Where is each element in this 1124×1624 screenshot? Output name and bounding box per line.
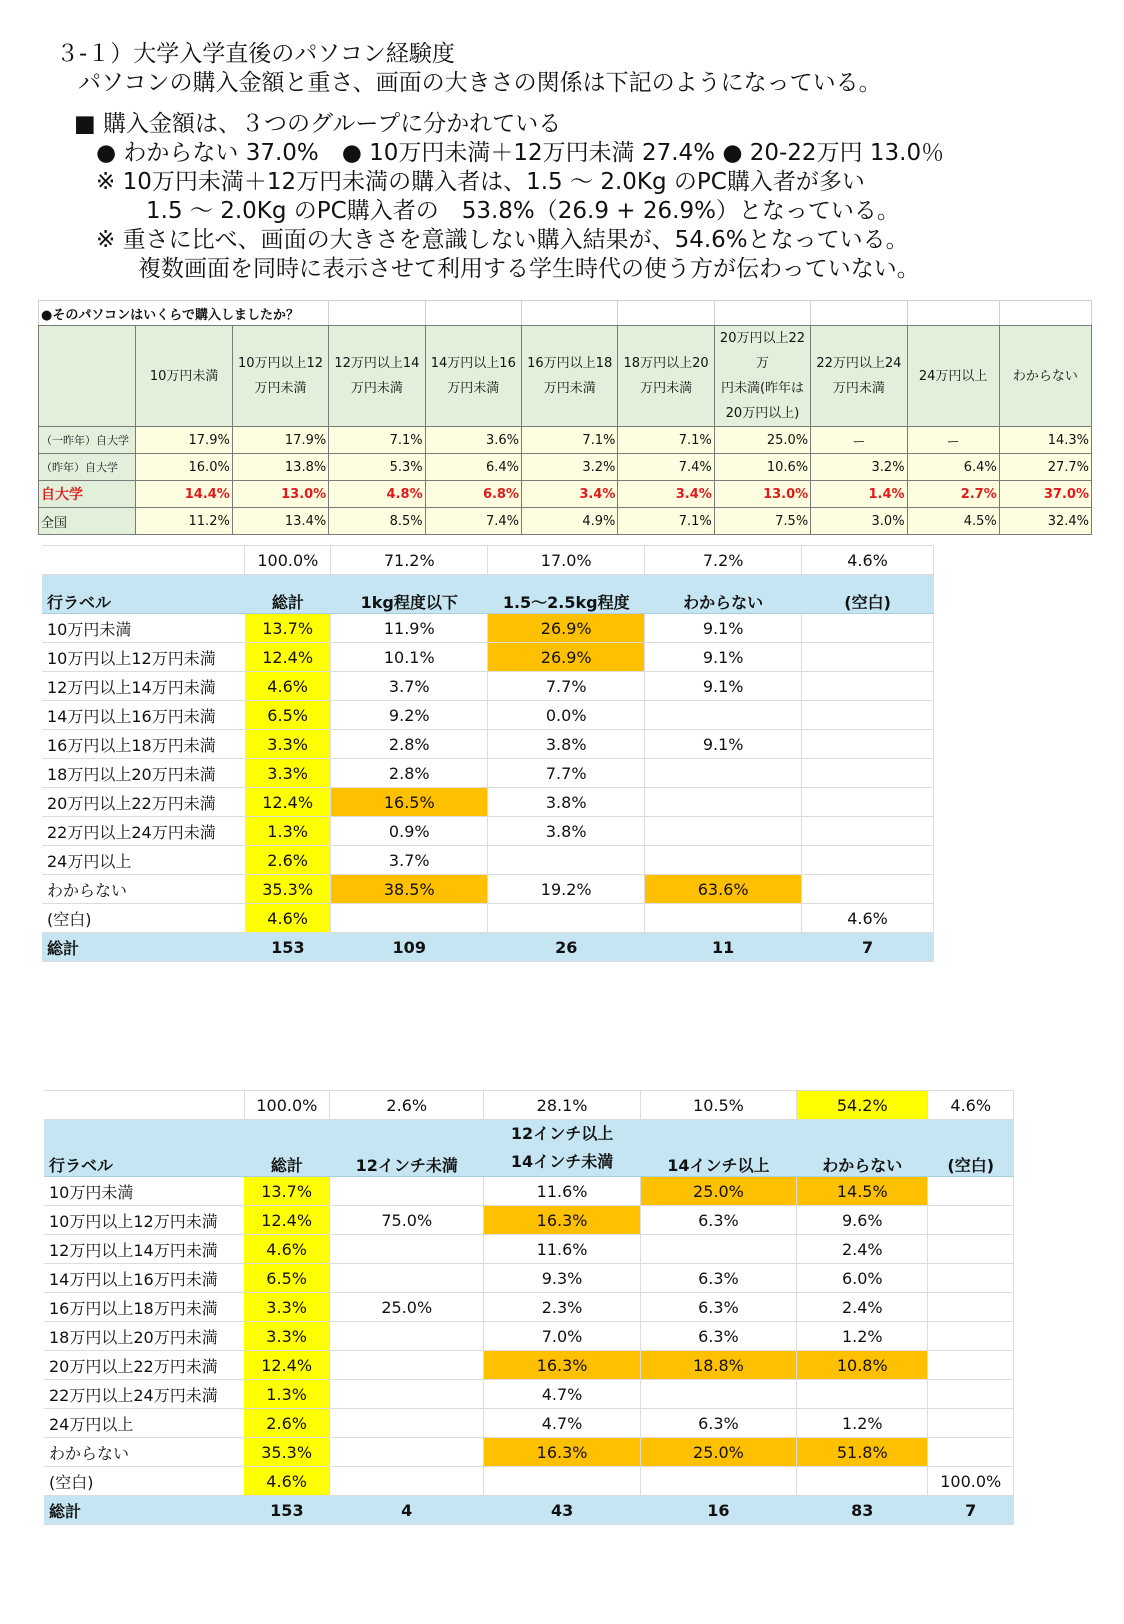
screen-cell — [797, 1467, 928, 1496]
screen-cell — [640, 1235, 796, 1264]
weight-share-cell: 7.2% — [645, 546, 802, 575]
screen-share-cell: 100.0% — [244, 1091, 329, 1120]
weight-cell — [645, 788, 802, 817]
screen-share-cell: 28.1% — [484, 1091, 640, 1120]
screen-cell: 1.3% — [244, 1380, 329, 1409]
weight-cell: 3.3% — [245, 730, 331, 759]
survey-cell: 13.8% — [232, 454, 328, 481]
weight-cell — [645, 817, 802, 846]
screen-row-label: 14万円以上16万円未満 — [44, 1264, 244, 1293]
survey-header-row — [39, 326, 1092, 427]
weight-cell: 10.1% — [331, 643, 488, 672]
survey-row-label: 自大学 — [39, 481, 136, 508]
screen-cell — [330, 1380, 484, 1409]
survey-cell: ー — [811, 427, 907, 454]
survey-question-blank — [907, 301, 999, 326]
survey-cell: 7.4% — [425, 508, 521, 535]
weight-row — [42, 904, 934, 933]
weight-cell — [488, 904, 645, 933]
weight-cell: 4.6% — [245, 904, 331, 933]
screen-cell — [330, 1409, 484, 1438]
screen-cell: 51.8% — [797, 1438, 928, 1467]
screen-cell: 6.3% — [640, 1322, 796, 1351]
screen-cell: 25.0% — [640, 1177, 796, 1206]
screen-cell — [330, 1438, 484, 1467]
survey-cell: 3.2% — [811, 454, 907, 481]
screen-cell — [330, 1467, 484, 1496]
weight-cell — [802, 614, 934, 643]
survey-column-header: 22万円以上24 万円未満 — [811, 326, 907, 427]
weight-column-header: (空白) — [802, 575, 934, 614]
weight-cell — [802, 701, 934, 730]
screen-column-header: (空白) — [928, 1120, 1014, 1177]
screen-cell — [928, 1438, 1014, 1467]
weight-row — [42, 730, 934, 759]
weight-cell: 3.3% — [245, 759, 331, 788]
screen-row-label: 24万円以上 — [44, 1409, 244, 1438]
screen-column-header: 行ラベル — [44, 1120, 244, 1177]
screen-cell: 6.0% — [797, 1264, 928, 1293]
weight-share-cell: 17.0% — [488, 546, 645, 575]
weight-cell: 4.6% — [245, 672, 331, 701]
survey-cell: 37.0% — [999, 481, 1091, 508]
weight-cell: 19.2% — [488, 875, 645, 904]
survey-cell: 17.9% — [232, 427, 328, 454]
screen-cell: 75.0% — [330, 1206, 484, 1235]
survey-cell: 1.4% — [811, 481, 907, 508]
weight-total-cell: 7 — [802, 933, 934, 962]
screen-cell: 4.6% — [244, 1235, 329, 1264]
screen-cell: 9.3% — [484, 1264, 640, 1293]
weight-cell: 3.7% — [331, 846, 488, 875]
weight-cell — [802, 846, 934, 875]
survey-column-header: 12万円以上14 万円未満 — [329, 326, 425, 427]
survey-cell: 3.2% — [522, 454, 618, 481]
screen-cell — [330, 1322, 484, 1351]
screen-total-cell: 7 — [928, 1496, 1014, 1525]
weight-cell: 12.4% — [245, 643, 331, 672]
screen-cell: 9.6% — [797, 1206, 928, 1235]
weight-total-cell: 153 — [245, 933, 331, 962]
screen-cell: 16.3% — [484, 1206, 640, 1235]
screen-cell: 18.8% — [640, 1351, 796, 1380]
survey-cell: 6.4% — [425, 454, 521, 481]
weight-column-header: わからない — [645, 575, 802, 614]
screen-row-label: 20万円以上22万円未満 — [44, 1351, 244, 1380]
weight-cell: 1.3% — [245, 817, 331, 846]
weight-cell: 2.8% — [331, 759, 488, 788]
weight-column-header: 1.5～2.5kg程度 — [488, 575, 645, 614]
screen-row — [44, 1380, 1014, 1409]
survey-cell: 27.7% — [999, 454, 1091, 481]
weight-column-header: 行ラベル — [42, 575, 245, 614]
survey-cell: 7.1% — [329, 427, 425, 454]
screen-row-label: わからない — [44, 1438, 244, 1467]
screen-cell — [928, 1293, 1014, 1322]
screen-cell: 1.2% — [797, 1409, 928, 1438]
screen-cell: 100.0% — [928, 1467, 1014, 1496]
screen-row-label: 10万円以上12万円未満 — [44, 1206, 244, 1235]
survey-cell: 3.4% — [522, 481, 618, 508]
screen-total-cell: 43 — [484, 1496, 640, 1525]
screen-row — [44, 1264, 1014, 1293]
screen-share-cell: 10.5% — [640, 1091, 796, 1120]
screen-column-header: 総計 — [244, 1120, 329, 1177]
intro-text — [56, 40, 1096, 284]
survey-cell: 2.7% — [907, 481, 999, 508]
weight-cell: 9.1% — [645, 672, 802, 701]
screen-cell: 3.3% — [244, 1322, 329, 1351]
screen-share-cell — [44, 1091, 244, 1120]
screen-header-row — [44, 1120, 1014, 1177]
screen-cell — [928, 1206, 1014, 1235]
survey-cell: 14.4% — [136, 481, 232, 508]
survey-cell: 6.4% — [907, 454, 999, 481]
weight-cell — [802, 759, 934, 788]
screen-cell — [330, 1264, 484, 1293]
screen-share-cell: 4.6% — [928, 1091, 1014, 1120]
screen-column-header: わからない — [797, 1120, 928, 1177]
weight-cell — [802, 730, 934, 759]
survey-question-row — [39, 301, 1092, 326]
weight-cell: 16.5% — [331, 788, 488, 817]
screen-cell: 1.2% — [797, 1322, 928, 1351]
screen-column-header: 12インチ未満 — [330, 1120, 484, 1177]
screen-cell: 11.6% — [484, 1177, 640, 1206]
weight-column-header: 総計 — [245, 575, 331, 614]
screen-column-header: 12インチ以上 14インチ未満 — [484, 1120, 640, 1177]
survey-cell: 7.5% — [714, 508, 810, 535]
survey-cell: 4.8% — [329, 481, 425, 508]
screen-row — [44, 1351, 1014, 1380]
survey-column-header: わからない — [999, 326, 1091, 427]
survey-cell: 7.1% — [618, 427, 714, 454]
screen-cell: 4.7% — [484, 1380, 640, 1409]
screen-cell: 14.5% — [797, 1177, 928, 1206]
weight-row-label: 10万円未満 — [42, 614, 245, 643]
screen-cell: 12.4% — [244, 1351, 329, 1380]
screen-cell: 10.8% — [797, 1351, 928, 1380]
screen-cell: 3.3% — [244, 1293, 329, 1322]
screen-row-label: 12万円以上14万円未満 — [44, 1235, 244, 1264]
screen-cell: 4.6% — [244, 1467, 329, 1496]
survey-column-header: 20万円以上22万 円未満(昨年は 20万円以上) — [714, 326, 810, 427]
weight-row-label: 12万円以上14万円未満 — [42, 672, 245, 701]
survey-cell: 5.3% — [329, 454, 425, 481]
survey-column-header: 10万円以上12 万円未満 — [232, 326, 328, 427]
weight-row-label: 24万円以上 — [42, 846, 245, 875]
weight-cell: 26.9% — [488, 643, 645, 672]
weight-row — [42, 817, 934, 846]
weight-cell: 35.3% — [245, 875, 331, 904]
weight-row — [42, 788, 934, 817]
screen-total-row — [44, 1496, 1014, 1525]
weight-row — [42, 701, 934, 730]
weight-cell: 9.1% — [645, 614, 802, 643]
weight-header-row — [42, 575, 934, 614]
screen-cell: 6.3% — [640, 1206, 796, 1235]
survey-question-blank — [999, 301, 1091, 326]
survey-row-label: （昨年）自大学 — [39, 454, 136, 481]
survey-cell: 10.6% — [714, 454, 810, 481]
screen-cell — [928, 1322, 1014, 1351]
weight-row-label: 10万円以上12万円未満 — [42, 643, 245, 672]
screen-row — [44, 1438, 1014, 1467]
screen-row — [44, 1467, 1014, 1496]
survey-cell: 3.6% — [425, 427, 521, 454]
survey-column-header: 24万円以上 — [907, 326, 999, 427]
screen-total-cell: 153 — [244, 1496, 329, 1525]
screen-cell — [928, 1380, 1014, 1409]
screen-cell: 6.3% — [640, 1293, 796, 1322]
survey-cell: 25.0% — [714, 427, 810, 454]
section-heading: ３-１）大学入学直後のパソコン経験度 — [56, 41, 455, 67]
screen-cell — [928, 1177, 1014, 1206]
weight-cell: 7.7% — [488, 672, 645, 701]
screen-cell — [797, 1380, 928, 1409]
screen-cell — [928, 1409, 1014, 1438]
weight-cell — [645, 846, 802, 875]
weight-cell — [645, 904, 802, 933]
survey-row — [39, 481, 1092, 508]
weight-row-label: 14万円以上16万円未満 — [42, 701, 245, 730]
screen-column-header: 14インチ以上 — [640, 1120, 796, 1177]
survey-column-header: 14万円以上16 万円未満 — [425, 326, 521, 427]
screen-total-cell: 16 — [640, 1496, 796, 1525]
weight-row — [42, 875, 934, 904]
weight-cell: 3.7% — [331, 672, 488, 701]
weight-total-cell: 総計 — [42, 933, 245, 962]
screen-cell: 16.3% — [484, 1351, 640, 1380]
screen-row — [44, 1235, 1014, 1264]
survey-cell: 6.8% — [425, 481, 521, 508]
survey-row-label: 全国 — [39, 508, 136, 535]
survey-row-label: （一昨年）自大学 — [39, 427, 136, 454]
weight-cell: 2.8% — [331, 730, 488, 759]
point-percentages: ● わからない 37.0% ● 10万円未満＋12万円未満 27.4% ● 20-22万円 13.0％ — [96, 140, 945, 166]
weight-row-label: (空白) — [42, 904, 245, 933]
screen-row — [44, 1409, 1014, 1438]
screen-row-label: 16万円以上18万円未満 — [44, 1293, 244, 1322]
screen-cell: 2.4% — [797, 1293, 928, 1322]
screen-row — [44, 1322, 1014, 1351]
survey-cell: 16.0% — [136, 454, 232, 481]
survey-cell: 32.4% — [999, 508, 1091, 535]
survey-question-blank — [618, 301, 714, 326]
weight-share-row — [42, 546, 934, 575]
screen-cell: 25.0% — [640, 1438, 796, 1467]
weight-row-label: わからない — [42, 875, 245, 904]
weight-total-row — [42, 933, 934, 962]
weight-cell: 13.7% — [245, 614, 331, 643]
screen-cell — [640, 1467, 796, 1496]
weight-cell: 9.1% — [645, 730, 802, 759]
screen-cell: 25.0% — [330, 1293, 484, 1322]
weight-column-header: 1kg程度以下 — [331, 575, 488, 614]
screen-share-cell: 2.6% — [330, 1091, 484, 1120]
screen-cell — [928, 1351, 1014, 1380]
survey-question-blank — [425, 301, 521, 326]
survey-cell: 13.4% — [232, 508, 328, 535]
weight-cell — [802, 672, 934, 701]
price-weight-crosstab — [42, 545, 934, 962]
weight-cell: 4.6% — [802, 904, 934, 933]
weight-cell: 12.4% — [245, 788, 331, 817]
screen-cell — [928, 1264, 1014, 1293]
survey-row — [39, 454, 1092, 481]
survey-column-header: 16万円以上18 万円未満 — [522, 326, 618, 427]
weight-row — [42, 643, 934, 672]
survey-header-corner — [39, 326, 136, 427]
survey-cell: 4.5% — [907, 508, 999, 535]
survey-cell: 3.0% — [811, 508, 907, 535]
weight-cell: 7.7% — [488, 759, 645, 788]
screen-cell: 6.5% — [244, 1264, 329, 1293]
survey-cell: 17.9% — [136, 427, 232, 454]
weight-total-cell: 11 — [645, 933, 802, 962]
screen-cell — [928, 1235, 1014, 1264]
survey-question: ●そのパソコンはいくらで購入しましたか？ — [39, 301, 329, 326]
survey-question-blank — [522, 301, 618, 326]
weight-cell: 38.5% — [331, 875, 488, 904]
screen-row — [44, 1206, 1014, 1235]
screen-total-cell: 83 — [797, 1496, 928, 1525]
weight-cell: 9.2% — [331, 701, 488, 730]
weight-cell: 9.1% — [645, 643, 802, 672]
survey-cell: 13.0% — [714, 481, 810, 508]
screen-cell: 4.7% — [484, 1409, 640, 1438]
screen-cell: 6.3% — [640, 1409, 796, 1438]
weight-row — [42, 614, 934, 643]
note-2: ※ 重さに比べ、画面の大きさを意識しない購入結果が、54.6%となっている。 — [96, 227, 909, 253]
survey-cell: 4.9% — [522, 508, 618, 535]
weight-cell: 63.6% — [645, 875, 802, 904]
screen-cell: 2.6% — [244, 1409, 329, 1438]
weight-share-cell: 100.0% — [245, 546, 331, 575]
screen-cell — [330, 1235, 484, 1264]
screen-row-label: 18万円以上20万円未満 — [44, 1322, 244, 1351]
survey-column-header: 10万円未満 — [136, 326, 232, 427]
weight-cell: 0.9% — [331, 817, 488, 846]
screen-cell — [484, 1467, 640, 1496]
note-1-detail: 1.5 ～ 2.0Kg のPC購入者の 53.8%（26.9 + 26.9%）となっている。 — [146, 198, 900, 224]
weight-row-label: 20万円以上22万円未満 — [42, 788, 245, 817]
weight-cell: 3.8% — [488, 730, 645, 759]
note-1: ※ 10万円未満＋12万円未満の購入者は、1.5 ～ 2.0Kg のPC購入者が多い — [96, 169, 865, 195]
survey-cell: 3.4% — [618, 481, 714, 508]
screen-cell: 6.3% — [640, 1264, 796, 1293]
screen-row-label: 10万円未満 — [44, 1177, 244, 1206]
screen-total-cell: 4 — [330, 1496, 484, 1525]
survey-question-blank — [714, 301, 810, 326]
survey-cell: ー — [907, 427, 999, 454]
weight-total-cell: 109 — [331, 933, 488, 962]
weight-cell — [802, 788, 934, 817]
weight-cell — [802, 643, 934, 672]
survey-cell: 11.2% — [136, 508, 232, 535]
weight-row — [42, 846, 934, 875]
screen-cell: 7.0% — [484, 1322, 640, 1351]
survey-cell: 7.4% — [618, 454, 714, 481]
screen-cell: 2.3% — [484, 1293, 640, 1322]
survey-question-blank — [811, 301, 907, 326]
survey-cell: 14.3% — [999, 427, 1091, 454]
weight-total-cell: 26 — [488, 933, 645, 962]
weight-cell — [802, 817, 934, 846]
screen-cell: 16.3% — [484, 1438, 640, 1467]
section-subheading: パソコンの購入金額と重さ、画面の大きさの関係は下記のようになっている。 — [78, 70, 882, 96]
screen-cell — [330, 1177, 484, 1206]
screen-cell: 2.4% — [797, 1235, 928, 1264]
weight-share-cell: 71.2% — [331, 546, 488, 575]
weight-cell: 3.8% — [488, 788, 645, 817]
weight-cell — [488, 846, 645, 875]
weight-cell: 11.9% — [331, 614, 488, 643]
survey-question-blank — [329, 301, 425, 326]
screen-share-row — [44, 1091, 1014, 1120]
weight-cell: 6.5% — [245, 701, 331, 730]
screen-row-label: 22万円以上24万円未満 — [44, 1380, 244, 1409]
screen-cell — [640, 1380, 796, 1409]
weight-cell: 2.6% — [245, 846, 331, 875]
screen-row — [44, 1293, 1014, 1322]
survey-cell: 7.1% — [618, 508, 714, 535]
price-screen-crosstab — [44, 1090, 1014, 1525]
weight-row — [42, 759, 934, 788]
weight-cell — [645, 701, 802, 730]
point-groups: ■ 購入金額は、３つのグループに分かれている — [74, 111, 562, 137]
survey-column-header: 18万円以上20 万円未満 — [618, 326, 714, 427]
survey-cell: 13.0% — [232, 481, 328, 508]
survey-cell: 7.1% — [522, 427, 618, 454]
screen-row-label: (空白) — [44, 1467, 244, 1496]
screen-cell: 12.4% — [244, 1206, 329, 1235]
screen-cell: 11.6% — [484, 1235, 640, 1264]
screen-cell: 35.3% — [244, 1438, 329, 1467]
weight-share-cell: 4.6% — [802, 546, 934, 575]
price-survey-table — [38, 300, 1092, 535]
survey-row — [39, 508, 1092, 535]
screen-total-cell: 総計 — [44, 1496, 244, 1525]
weight-cell: 26.9% — [488, 614, 645, 643]
weight-cell: 0.0% — [488, 701, 645, 730]
screen-cell: 13.7% — [244, 1177, 329, 1206]
screen-cell — [330, 1351, 484, 1380]
weight-cell: 3.8% — [488, 817, 645, 846]
weight-row-label: 22万円以上24万円未満 — [42, 817, 245, 846]
screen-share-cell: 54.2% — [797, 1091, 928, 1120]
weight-cell — [802, 875, 934, 904]
screen-row — [44, 1177, 1014, 1206]
survey-row — [39, 427, 1092, 454]
weight-cell — [645, 759, 802, 788]
weight-row — [42, 672, 934, 701]
weight-cell — [331, 904, 488, 933]
survey-cell: 8.5% — [329, 508, 425, 535]
weight-share-cell — [42, 546, 245, 575]
note-2-detail: 複数画面を同時に表示させて利用する学生時代の使う方が伝わっていない。 — [138, 256, 920, 282]
weight-row-label: 16万円以上18万円未満 — [42, 730, 245, 759]
weight-row-label: 18万円以上20万円未満 — [42, 759, 245, 788]
